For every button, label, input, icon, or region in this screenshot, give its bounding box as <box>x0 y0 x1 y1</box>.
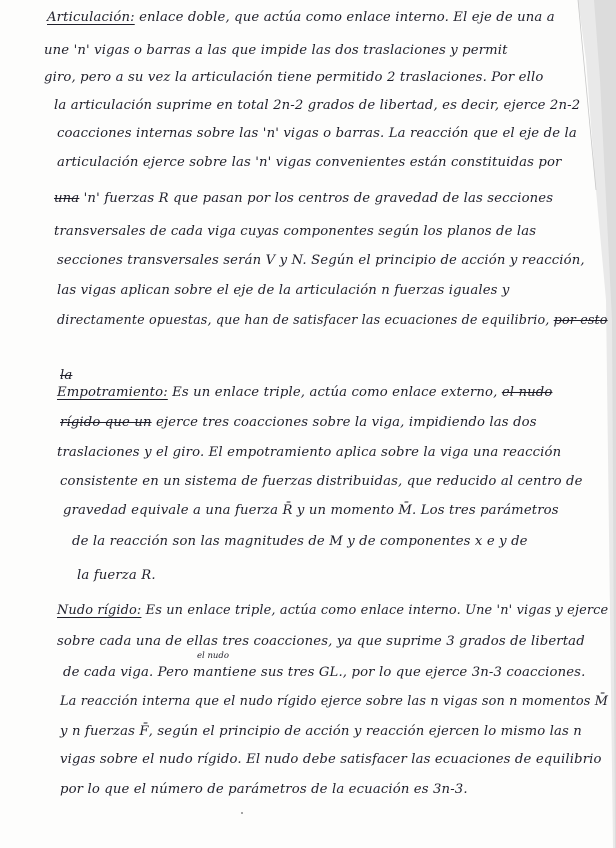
paragraph-line: la articulación suprime en total 2n-2 grados de libertad, es decir, ejerce 2n-2 <box>54 98 581 113</box>
paragraph-line: las vigas aplican sobre el eje de la articulación n fuerzas iguales y <box>57 283 510 298</box>
paragraph-line <box>60 415 537 430</box>
paragraph-line: y n fuerzas F̄, según el principio de acción y reacción ejercen lo mismo las n <box>60 724 582 739</box>
paragraph-line: por lo que el número de parámetros de la ecuación es 3n-3. <box>60 782 468 797</box>
paragraph-line: consistente en un sistema de fuerzas distribuidas, que reducido al centro de <box>60 474 583 489</box>
paragraph-line: giro, pero a su vez la articulación tiene permitido 2 traslaciones. Por ello <box>44 70 544 85</box>
paragraph-line: coacciones internas sobre las 'n' vigas o barras. La reacción que el eje de la <box>57 126 577 141</box>
paragraph-line: articulación ejerce sobre las 'n' vigas convenientes están constituidas por <box>57 155 562 170</box>
paragraph-line <box>57 313 608 328</box>
struck-word: por esto <box>553 313 608 328</box>
struck-word: la <box>60 368 73 383</box>
interlinear-insertion: el nudo <box>197 651 229 661</box>
line-text: vigas sobre el nudo rígido. El nudo debe satisfacer las ecuaciones de equilibrio <box>60 752 602 767</box>
paragraph-line: gravedad equivale a una fuerza R̄ y un momento M̄. Los tres parámetros <box>63 503 559 518</box>
paragraph-line: sobre cada una de ellas tres coacciones, ya que suprime 3 grados de libertad <box>57 634 585 649</box>
paragraph-line: transversales de cada viga cuyas componentes según los planos de las <box>54 224 537 239</box>
struck-word: una <box>54 191 80 206</box>
paragraph-line: La reacción interna que el nudo rígido ejerce sobre las n vigas son n momentos M̄ <box>60 694 609 709</box>
line-text: Es un enlace triple, actúa como enlace externo, <box>172 385 498 400</box>
paragraph-line: secciones transversales serán V y N. Según el principio de acción y reacción, <box>57 253 585 268</box>
section-heading-articulacion: Articulación: <box>47 10 135 25</box>
line-text: enlace doble, que actúa como enlace interno. El eje de una a <box>139 10 555 25</box>
paragraph-line <box>60 752 602 767</box>
line-text: ejerce tres coacciones sobre la viga, impidiendo las dos <box>155 415 537 430</box>
paragraph-line <box>47 10 555 25</box>
paragraph-line: de la reacción son las magnitudes de M y de componentes x e y de <box>72 534 528 549</box>
section-heading-nudo-rigido: Nudo rígido: <box>57 603 142 618</box>
section-heading-empotramiento: Empotramiento: <box>57 385 168 400</box>
paragraph-line: traslaciones y el giro. El empotramiento aplica sobre la viga una reacción <box>57 445 562 460</box>
paragraph-line <box>54 191 553 206</box>
line-text: 'n' fuerzas R que pasan por los centros de gravedad de las secciones <box>83 191 554 206</box>
paragraph-line <box>57 603 608 618</box>
line-text: Es un enlace triple, actúa como enlace interno. Une 'n' vigas y ejerce <box>145 603 609 618</box>
paragraph-line <box>57 385 552 400</box>
struck-word: rígido que un <box>60 415 152 430</box>
paragraph-line <box>60 368 72 383</box>
struck-word: el nudo <box>501 385 553 400</box>
ink-speck <box>241 812 243 814</box>
paragraph-line: la fuerza R. <box>77 568 156 583</box>
paragraph-line: une 'n' vigas o barras a las que impide las dos traslaciones y permit <box>44 43 508 58</box>
line-text: directamente opuestas, que han de satisfacer las ecuaciones de equilibrio, <box>57 313 550 328</box>
paragraph-line: de cada viga. Pero mantiene sus tres GL., por lo que ejerce 3n-3 coacciones. <box>63 665 586 680</box>
